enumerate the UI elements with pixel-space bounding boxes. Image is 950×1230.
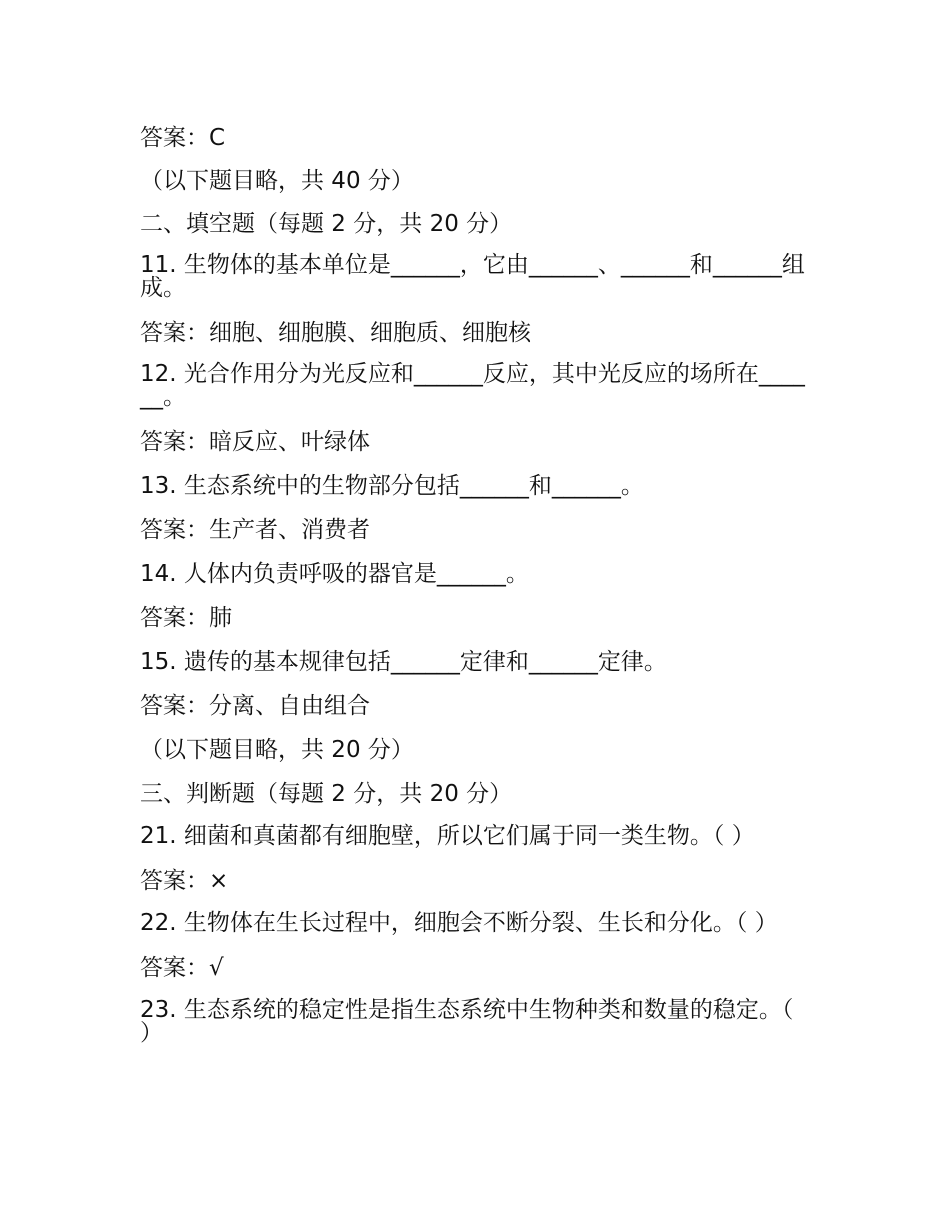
question-15: 15. 遗传的基本规律包括______定律和______定律。: [140, 649, 667, 675]
answer-13: 答案：生产者、消费者: [140, 517, 370, 543]
answer-21: 答案：×: [140, 868, 229, 894]
question-13: 13. 生态系统中的生物部分包括______和______。: [140, 473, 644, 499]
answer-15: 答案：分离、自由组合: [140, 693, 370, 719]
omit-note-1: （以下题目略，共 40 分）: [140, 168, 414, 194]
document-page: [140, 125, 805, 1065]
question-21: 21. 细菌和真菌都有细胞壁，所以它们属于同一类生物。（ ）: [140, 823, 755, 849]
answer-12: 答案：暗反应、叶绿体: [140, 429, 370, 455]
question-12: 12. 光合作用分为光反应和______反应，其中光反应的场所在______。: [140, 361, 805, 410]
question-14: 14. 人体内负责呼吸的器官是______。: [140, 561, 529, 587]
answer-11: 答案：细胞、细胞膜、细胞质、细胞核: [140, 320, 531, 346]
answer-10: 答案：C: [140, 125, 226, 151]
section-2-title: 二、填空题（每题 2 分，共 20 分）: [140, 211, 513, 237]
question-11: 11. 生物体的基本单位是______，它由______、______和______组成。: [140, 252, 805, 301]
question-23: 23. 生态系统的稳定性是指生态系统中生物种类和数量的稳定。（ ）: [140, 997, 794, 1046]
answer-14: 答案：肺: [140, 605, 232, 631]
answer-22: 答案：√: [140, 955, 224, 981]
section-3-title: 三、判断题（每题 2 分，共 20 分）: [140, 781, 513, 807]
omit-note-2: （以下题目略，共 20 分）: [140, 737, 414, 763]
question-22: 22. 生物体在生长过程中，细胞会不断分裂、生长和分化。（ ）: [140, 910, 778, 936]
